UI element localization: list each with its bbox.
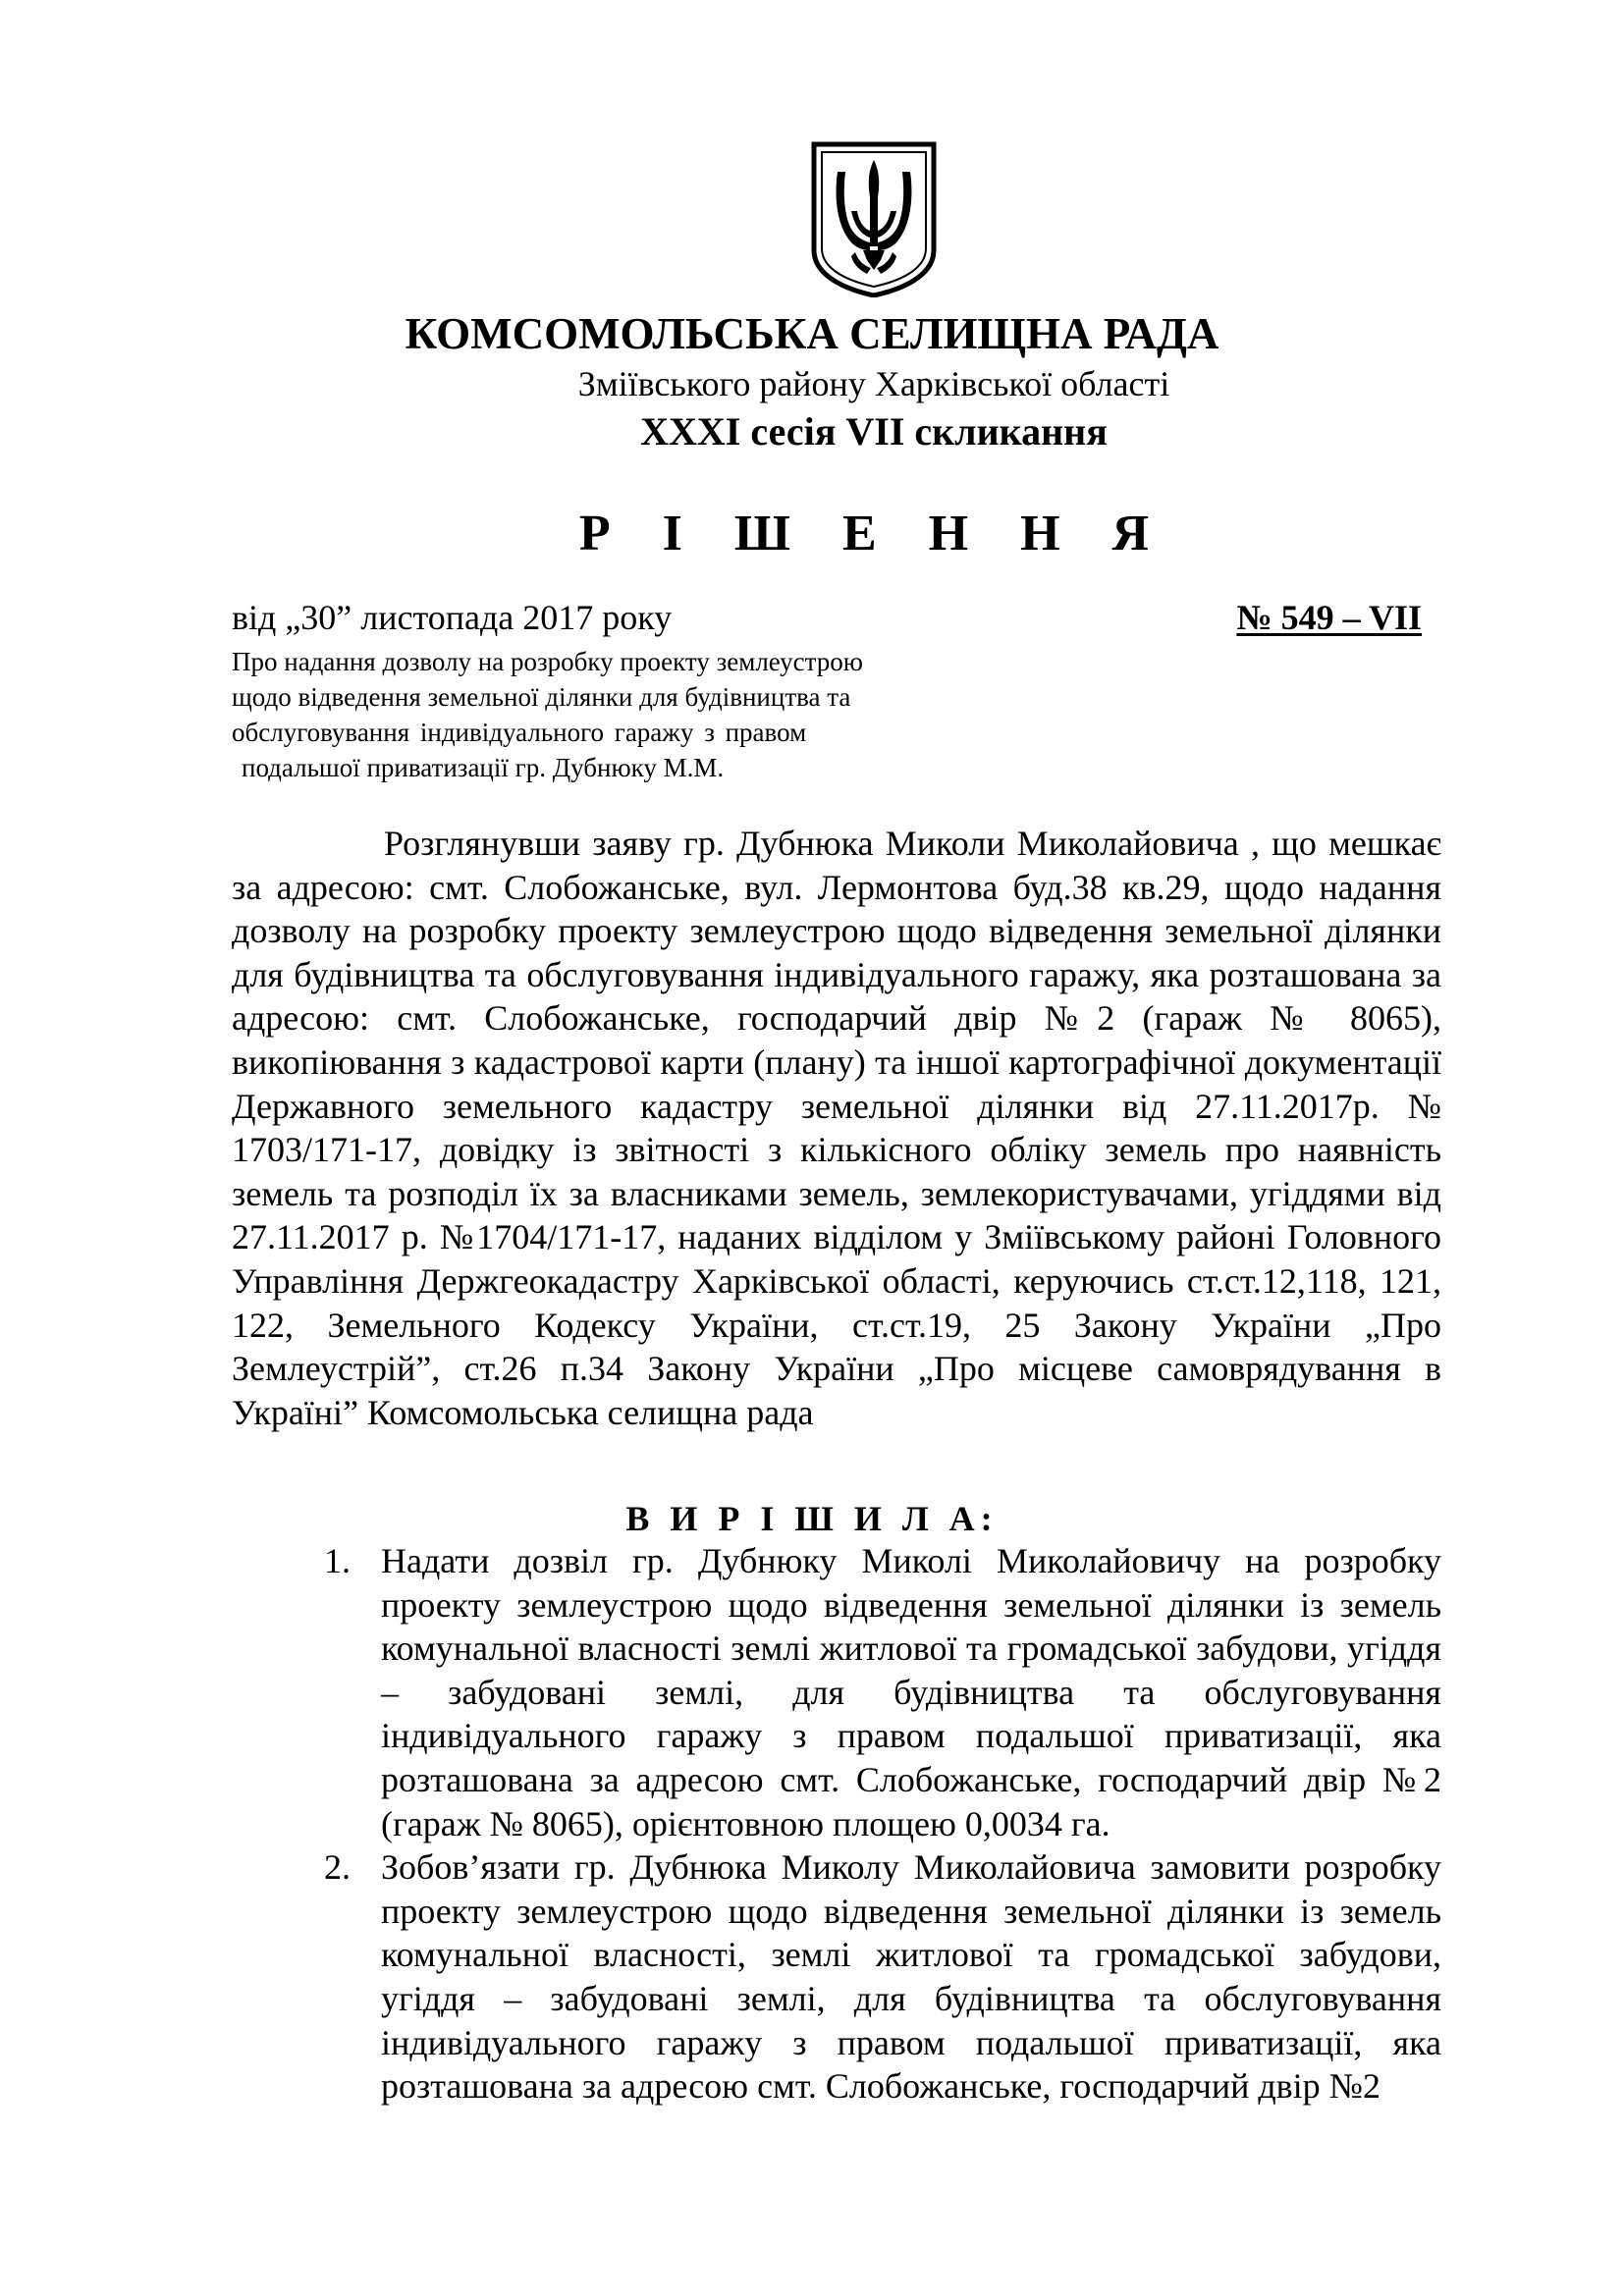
preamble-paragraph: Розглянувши заяву гр. Дубнюка Миколи Миколайовича , що мешкає за адресою: смт. Слобожанське, вул. Лермонтова буд.38 кв.29, щодо надання дозволу на розробку проекту землеустрою щодо відведення земельної ділянки для будівництва та обслуговування індивідуального гаражу, яка розташована за адресою: смт. Слобожанське, господарчий двір №2 (гараж № 8065), викопіювання з кадастрової карти (плану) та іншої картографічної документації Державного земельного кадастру земельної ділянки від 27.11.2017р. № 1703/171-17, довідку із звітності з кількісного обліку земель про наявність земель та розподіл їх за власниками земель, землекористувачами, угіддями від 27.11.2017 р. №1704/171-17, наданих відділом у Зміївському районі Головного Управління Держгеокадастру Харківської області, керуючись ст.ст.12,118, 121, 122, Земельного Кодексу України, ст.ст.19, 25 Закону України „Про Землеустрій”, ст.26 п.34 Закону України „Про місцеве самоврядування в Україні” Комсомольська селищна рада bbox=[232, 824, 1441, 1432]
subject-line: Про надання дозволу на розробку проекту землеустрою bbox=[232, 647, 863, 676]
council-name: КОМСОМОЛЬСЬКА СЕЛИЩНА РАДА bbox=[405, 309, 1219, 358]
decision-item-text: Надати дозвіл гр. Дубнюку Миколі Миколайовичу на розробку проекту землеустрою щодо відведення земельної ділянки із земель комунальної власності землі житлової та громадської забудови, угіддя – забудовані землі, для будівництва та обслуговування індивідуального гаражу з правом подальшої приватизації, яка розташована за адресою смт. Слобожанське, господарчий двір №2 (гараж № 8065), орієнтовною площею 0,0034 га. bbox=[381, 1541, 1441, 1843]
coat-of-arms-icon bbox=[808, 140, 940, 297]
decision-item-text: Зобов’язати гр. Дубнюка Миколу Миколайовича замовити розробку проекту землеустрою щодо відведення земельної ділянки із земель комунальної власності, землі житлової та громадської забудови, угіддя – забудовані землі, для будівництва та обслуговування індивідуального гаражу з правом подальшої приватизації, яка розташована за адресою смт. Слобожанське, господарчий двір №2 bbox=[381, 1847, 1441, 2107]
subject-line: подальшої приватизації гр. Дубнюку М.М. bbox=[242, 753, 725, 782]
decision-item-number: 1. bbox=[324, 1541, 351, 1580]
decision-date: від „30” листопада 2017 року bbox=[232, 598, 673, 637]
decision-item bbox=[324, 1845, 1441, 2109]
decided-heading: В И Р І Ш И Л А: bbox=[625, 1499, 999, 1538]
session-line: XXXI сесія VII скликання bbox=[640, 409, 1108, 454]
decision-subject bbox=[232, 644, 978, 785]
subject-line: щодо відведення земельної ділянки для будівництва та bbox=[232, 682, 851, 712]
district-line: Зміївського району Харківської області bbox=[577, 364, 1170, 403]
decision-item bbox=[324, 1539, 1441, 1845]
document-title: Р І Ш Е Н Н Я bbox=[578, 506, 1169, 561]
decisions-list bbox=[324, 1539, 1441, 2109]
decision-item-number: 2. bbox=[324, 1847, 351, 1888]
decision-number: № 549 – VII bbox=[1236, 598, 1422, 637]
subject-line: обслуговування індивідуального гаражу з правом bbox=[232, 718, 807, 747]
